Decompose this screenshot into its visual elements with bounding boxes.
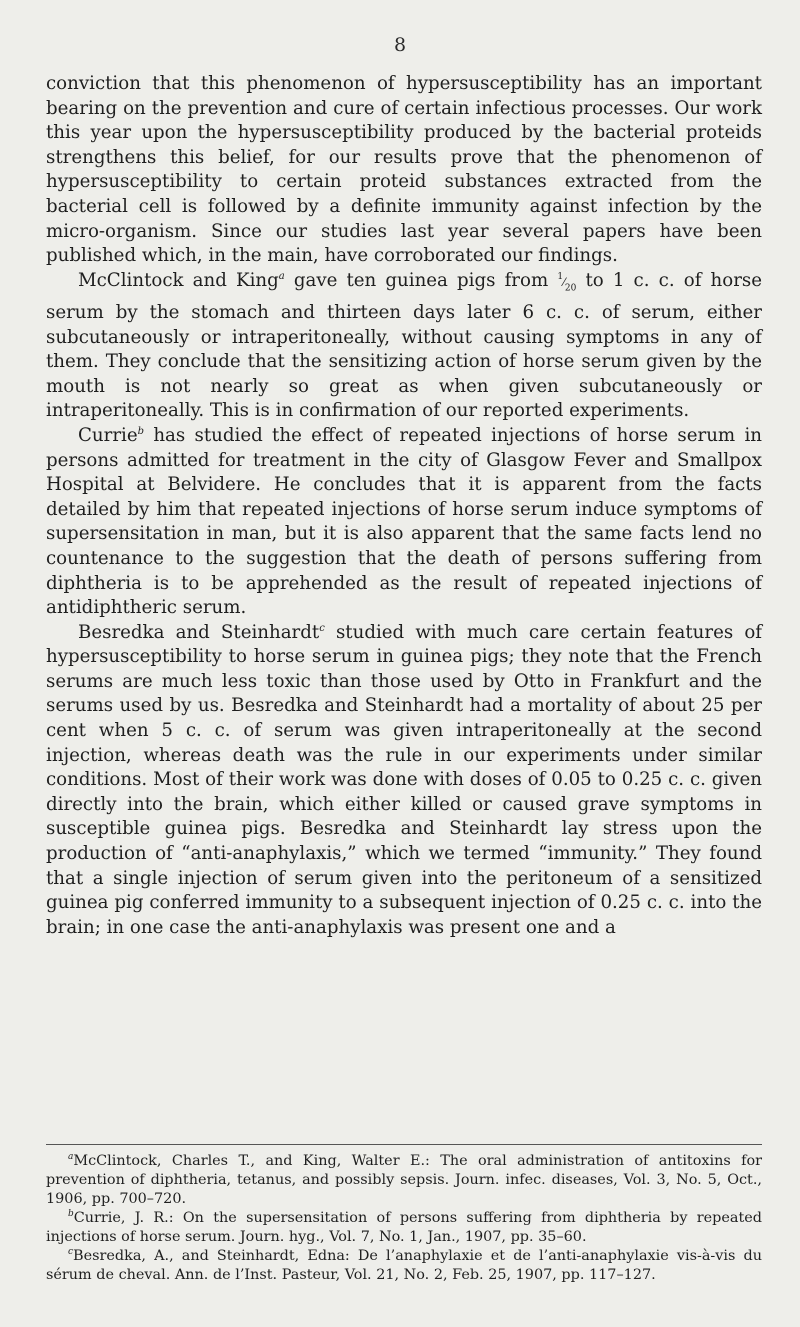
footnote-marker: b [68,1209,74,1220]
footnote-text: McClintock, Charles T., and King, Walter E.: The oral administration of antitoxins for prevention of diphtheria, tetanus, and possibly sepsis. Journ. infec. diseases, Vol. 3, No. 5, Oct., 1906, pp. 700–720. [46,1153,762,1207]
paragraph-4 [46,621,762,941]
footnote-ref-a: a [278,270,285,282]
footnote-text: Currie, J. R.: On the supersensitation of persons suffering from diphtheria by repeated injections of horse serum. Journ. hyg., Vol. 7, No. 1, Jan., 1907, pp. 35–60. [46,1210,762,1245]
paragraph-1 [46,72,762,269]
footnote-a [46,1152,762,1209]
footnote-marker: a [68,1152,74,1163]
footnote-b [46,1209,762,1247]
fraction-denominator: 20 [564,283,577,294]
text-run: conviction that this phenomenon of hypersusceptibility has an important bearing on the prevention and cure of certain infectious processes. Our work this year upon the hypersusceptibility produced by the bacterial proteids strengthens this belief, for our results prove that the phenomenon of hypersusceptibility to certain proteid substances extracted from the bacterial cell is followed by a definite immunity against infection by the micro-organism. Since our studies last year several papers have been published which, in the main, have corroborated our findings. [46,73,762,267]
fraction-numerator: 1 [557,271,564,282]
footnote-text: Besredka, A., and Steinhardt, Edna: De l’anaphylaxie et de l’anti-anaphylaxie vis-à-vis du sérum de cheval. Ann. de l’Inst. Pasteur, Vol. 21, No. 2, Feb. 25, 1907, pp. 117–127. [46,1248,762,1283]
footnote-ref-b: b [137,425,145,437]
body-text [46,72,762,940]
text-run: has studied the effect of repeated injections of horse serum in persons admitted for treatment in the city of Glasgow Fever and Smallpox Hospital at Belvidere. He concludes that it is apparent from the facts detailed by him that repeated injections of horse serum induce symptoms of supersensitation in man, but it is also apparent that the same facts lend no countenance to the suggestion that the death of persons suffering from diphtheria is to be apprehended as the result of repeated injections of antidiphtheric serum. [46,424,762,619]
text-run: studied with much care certain features of hypersusceptibility to horse serum in guinea pigs; they note that the French serums are much less toxic than those used by Otto in Frankfurt and the serums used by us. Besredka and Steinhardt had a mortality of about 25 per cent when 5 c. c. of serum was given intraperitoneally at the second injection, whereas death was the rule in our experiments under similar conditions. Most of their work was done with doses of 0.05 to 0.25 c. c. given directly into the brain, which either killed or caused grave symptoms in susceptible guinea pigs. Besredka and Steinhardt lay stress upon the production of “anti-anaphylaxis,” which we termed “immunity.” They found that a single injection of serum given into the peritoneum of a sensitized guinea pig conferred immunity to a subsequent injection of 0.25 c. c. into the brain; in one case the anti-anaphylaxis was present one and a [46,621,763,938]
fraction-slash: ⁄ [563,275,565,289]
text-run: McClintock and King [78,269,279,291]
paragraph-3 [46,424,762,621]
footnote-divider [46,1144,762,1145]
text-run: to 1 c. c. of horse serum by the stomach and thirteen days later 6 c. c. of serum, either subcutaneously or intraperitoneally, without causing symptoms in any of them. They conclude that the sensitizing action of horse serum given by the mouth is not nearly so great as when given subcutaneously or intraperitoneally. This is in confirmation of our reported experiments. [46,269,762,422]
text-run: gave ten guinea pigs from [284,269,558,291]
footnotes [46,1152,762,1285]
page-number: 8 [393,34,407,56]
paragraph-2 [46,269,762,424]
text-run: Besredka and Steinhardt [78,621,320,643]
text-run: Currie [78,424,138,446]
footnote-c [46,1247,762,1285]
footnote-ref-c: c [319,622,325,634]
footnote-marker: c [68,1247,74,1258]
